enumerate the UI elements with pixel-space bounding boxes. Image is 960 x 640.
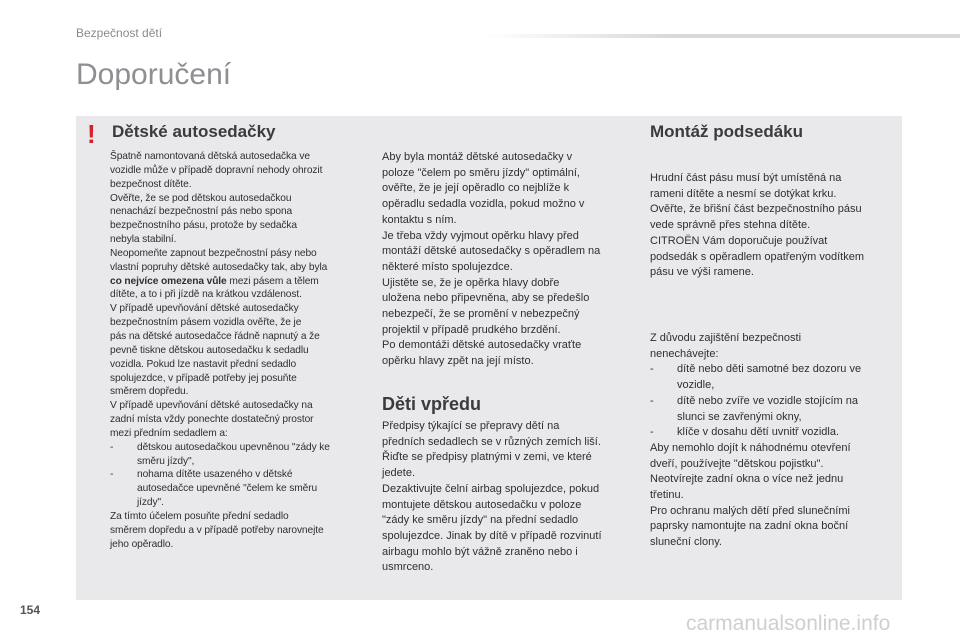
text-line: poloze "čelem po směru jízdy" optimální, [382,166,580,179]
child-seats-column-2 [382,150,634,370]
text-line: usmrceno. [382,561,434,574]
list-item [110,441,360,455]
text-line: vozidle, [677,379,715,392]
text-line: nenachází bezpečnostní pás nebo spona [110,206,293,218]
text-line: Po demontáži dětské autosedačky vraťte [382,339,582,352]
text-line: Aby nemohlo dojít k náhodnému otevření [650,441,851,454]
text-line: kontaktu s ním. [382,213,457,226]
text-line: jeho opěradlo. [110,538,174,550]
text-line: sluneční clony. [650,536,722,549]
text-line: zadní místa vždy ponechte dostatečný prostor [110,414,314,426]
safety-text [650,331,895,551]
text-line: Z důvodu zajištění bezpečnosti [650,332,802,344]
text-line: V případě upevňování dětské autosedačky na [110,400,313,412]
text-line: jízdy". [137,497,164,509]
list-item [650,362,895,378]
text-line: autosedačce upevněné "čelem ke směru [137,483,318,495]
text-line: Ověřte, že břišní část bezpečnostního pásu [650,203,862,216]
bold-emphasis: co nejvíce omezena vůle [110,275,227,287]
header-rule [486,34,960,38]
text-line: slunci se zavřenými okny, [677,410,802,423]
text-line: montáží dětské autosedačky s opěradlem na [382,245,601,258]
text-line: airbagu mohlo být vážně zraněno nebo i [382,545,578,558]
text-line: Dezaktivujte čelní airbag spolujezdce, pokud [382,482,600,495]
list-dash: - [110,469,114,481]
text-line: Ujistěte se, že je opěrka hlavy dobře [382,276,560,289]
booster-heading: Montáž podsedáku [650,122,804,141]
text-line: vede správně přes stehna dítěte. [650,219,811,232]
text-line: ověřte, že je její opěradlo co nejblíže k [382,182,570,195]
text-line: nebyla stabilní. [110,234,177,246]
text-line: bezpečnost dítěte. [110,178,192,190]
booster-text [650,171,895,281]
text-line: nebezpečí, že se promění v nebezpečný [382,308,580,321]
warning-icon: ! [87,119,96,149]
text-fragment: dítě nebo zvíře ve vozidle stojícím na [677,394,858,407]
text-line: Aby byla montáž dětské autosedačky v [382,151,573,163]
text-line: montujete dětskou autosedačku v poloze [382,498,582,511]
text-line: dveří, používejte "dětskou pojistku". [650,457,824,470]
list-dash: - [110,441,114,453]
text-line: třetinu. [650,489,684,502]
text-line: vozidla. Pokud lze nastavit přední sedadlo [110,358,297,370]
child-seats-heading: Dětské autosedačky [112,122,276,141]
text-line: projektil v případě prudkého brzdění. [382,323,561,336]
text-line: Je třeba vždy vyjmout opěrku hlavy před [382,229,579,242]
text-line: vlastní popruhy dětské autosedačky tak, aby byla [110,261,328,273]
text-line: spolujezdce, v případě potřeby jej posuňte [110,372,297,384]
section-header: Bezpečnost dětí [76,26,163,40]
text-line: "zády ke směru jízdy" na přední sedadlo [382,514,579,527]
text-line: směru jízdy", [137,455,195,467]
text-line: mezi předním sedadlem a: [110,427,228,439]
text-line: dítěte, a to i při jízdě na krátkou vzdálenost. [110,289,302,301]
text-line: Neotvírejte zadní okna o více než jednu [650,473,844,486]
text-line: Neopomeňte zapnout bezpečnostní pásy nebo [110,247,317,259]
text-line: směrem dopředu. [110,386,189,398]
text-line: Špatně namontovaná dětská autosedačka ve [110,151,310,162]
list-item [650,425,895,441]
front-children-heading: Děti vpředu [382,394,482,414]
text-line: jedete. [382,467,416,480]
text-line: některé místo spolujezdce. [382,260,513,273]
text-line: směrem dopředu a v případě potřeby narovnejte [110,524,324,536]
text-line: pevně tiskne dětskou autosedačku k sedadlu [110,344,309,356]
text-line: pás na dětské autosedačce řádně napnutý a že [110,330,320,342]
text-line: bezpečnostního pásu, protože by sedačka [110,220,297,232]
list-dash: - [650,394,654,407]
text-fragment: klíče v dosahu dětí uvnitř vozidla. [677,426,840,439]
text-fragment: mezi pásem a tělem [226,275,319,287]
text-line: vozidle může v případě dopravní nehody ohrozit [110,164,323,176]
text-fragment: nohama dítěte usazeného v dětské [137,469,293,481]
text-line: nenechávejte: [650,347,719,360]
list-dash: - [650,363,654,376]
text-line: paprsky namontujte na zadní okna boční [650,520,849,533]
text-line: opěradlu sedadla vozidla, pokud možno v [382,198,585,211]
page-number: 154 [20,603,41,617]
text-line: Za tímto účelem posuňte přední sedadlo [110,510,289,522]
text-line: Pro ochranu malých dětí před slunečními [650,504,850,517]
text-line: uložena nebo připevněna, aby se předešlo [382,292,590,305]
text-line: Předpisy týkající se přepravy dětí na [382,420,560,432]
text-line: pásu ve výši ramene. [650,266,754,279]
text-line [110,275,360,289]
text-line: opěrku hlavy zpět na její místo. [382,355,534,368]
text-line: podsedák s opěradlem opatřeným vodítkem [650,250,865,263]
front-children-text [382,419,634,576]
child-seats-column-1 [110,150,360,551]
list-dash: - [650,426,654,439]
text-line: bezpečnostním pásem vozidla ověřte, že je [110,317,302,329]
text-line: V případě upevňování dětské autosedačky [110,303,299,315]
watermark: carmanualsonline.info [686,612,891,635]
text-line: spolujezdce. Jinak by dítě v případě rozvinutí [382,529,602,542]
list-item [650,394,895,410]
text-fragment: dětskou autosedačkou upevněnou "zády ke [137,441,330,453]
text-line: Hrudní část pásu musí být umístěná na [650,172,842,184]
list-item [110,468,360,482]
text-line: Ověřte, že se pod dětskou autosedačkou [110,192,292,204]
text-fragment: dítě nebo děti samotné bez dozoru ve [677,363,862,376]
text-line: předních sedadlech se v různých zemích liší. [382,435,601,448]
page-title: Doporučení [76,58,232,91]
text-line: Řiďte se předpisy platnými v zemi, ve které [382,451,592,464]
text-line: CITROËN Vám doporučuje používat [650,234,828,247]
text-line: rameni dítěte a nesmí se dotýkat krku. [650,187,837,200]
